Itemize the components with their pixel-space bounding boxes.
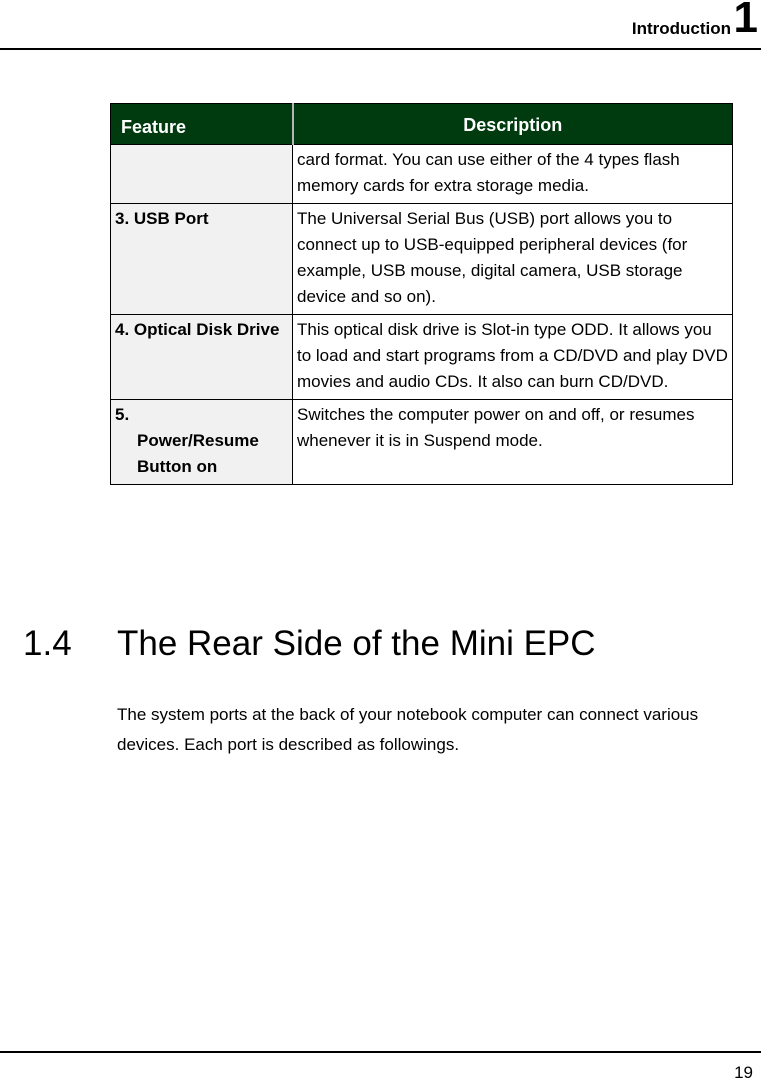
feature-line: Power/Resume — [137, 431, 259, 450]
feature-line: 5. — [115, 405, 130, 424]
feature-cell — [111, 145, 293, 204]
feature-cell: 3. USB Port — [111, 204, 293, 315]
page-number: 19 — [734, 1063, 753, 1082]
description-cell: Switches the computer power on and off, or resumes whenever it is in Suspend mode. — [293, 400, 733, 485]
feature-cell: 4. Optical Disk Drive — [111, 315, 293, 400]
section-title-text: The Rear Side of the Mini EPC — [117, 624, 596, 663]
section-heading — [23, 624, 596, 664]
feature-cell — [111, 400, 293, 485]
column-header-description: Description — [293, 104, 733, 145]
feature-table — [110, 103, 733, 485]
table-row — [111, 400, 733, 485]
chapter-title: Introduction — [631, 19, 731, 38]
section-paragraph: The system ports at the back of your notebook computer can connect various devices. Each port is described as followings. — [117, 705, 699, 754]
section-number: 1.4 — [23, 624, 72, 663]
description-cell: This optical disk drive is Slot-in type ODD. It allows you to load and start programs from a CD/DVD and play DVD movies and audio CDs. It also can burn CD/DVD. — [293, 315, 733, 400]
table-row — [111, 315, 733, 400]
table-row — [111, 145, 733, 204]
description-cell: card format. You can use either of the 4 types flash memory cards for extra storage media. — [293, 145, 733, 204]
description-cell: The Universal Serial Bus (USB) port allows you to connect up to USB-equipped peripheral devices (for example, USB mouse, digital camera, USB storage device and so on). — [293, 204, 733, 315]
table-header-row — [111, 104, 733, 145]
table-row — [111, 204, 733, 315]
page-footer — [0, 1051, 761, 1082]
page-header — [0, 0, 761, 50]
chapter-number: 1 — [733, 0, 758, 42]
column-header-feature: Feature — [111, 104, 293, 145]
feature-line: Button on — [137, 457, 218, 476]
